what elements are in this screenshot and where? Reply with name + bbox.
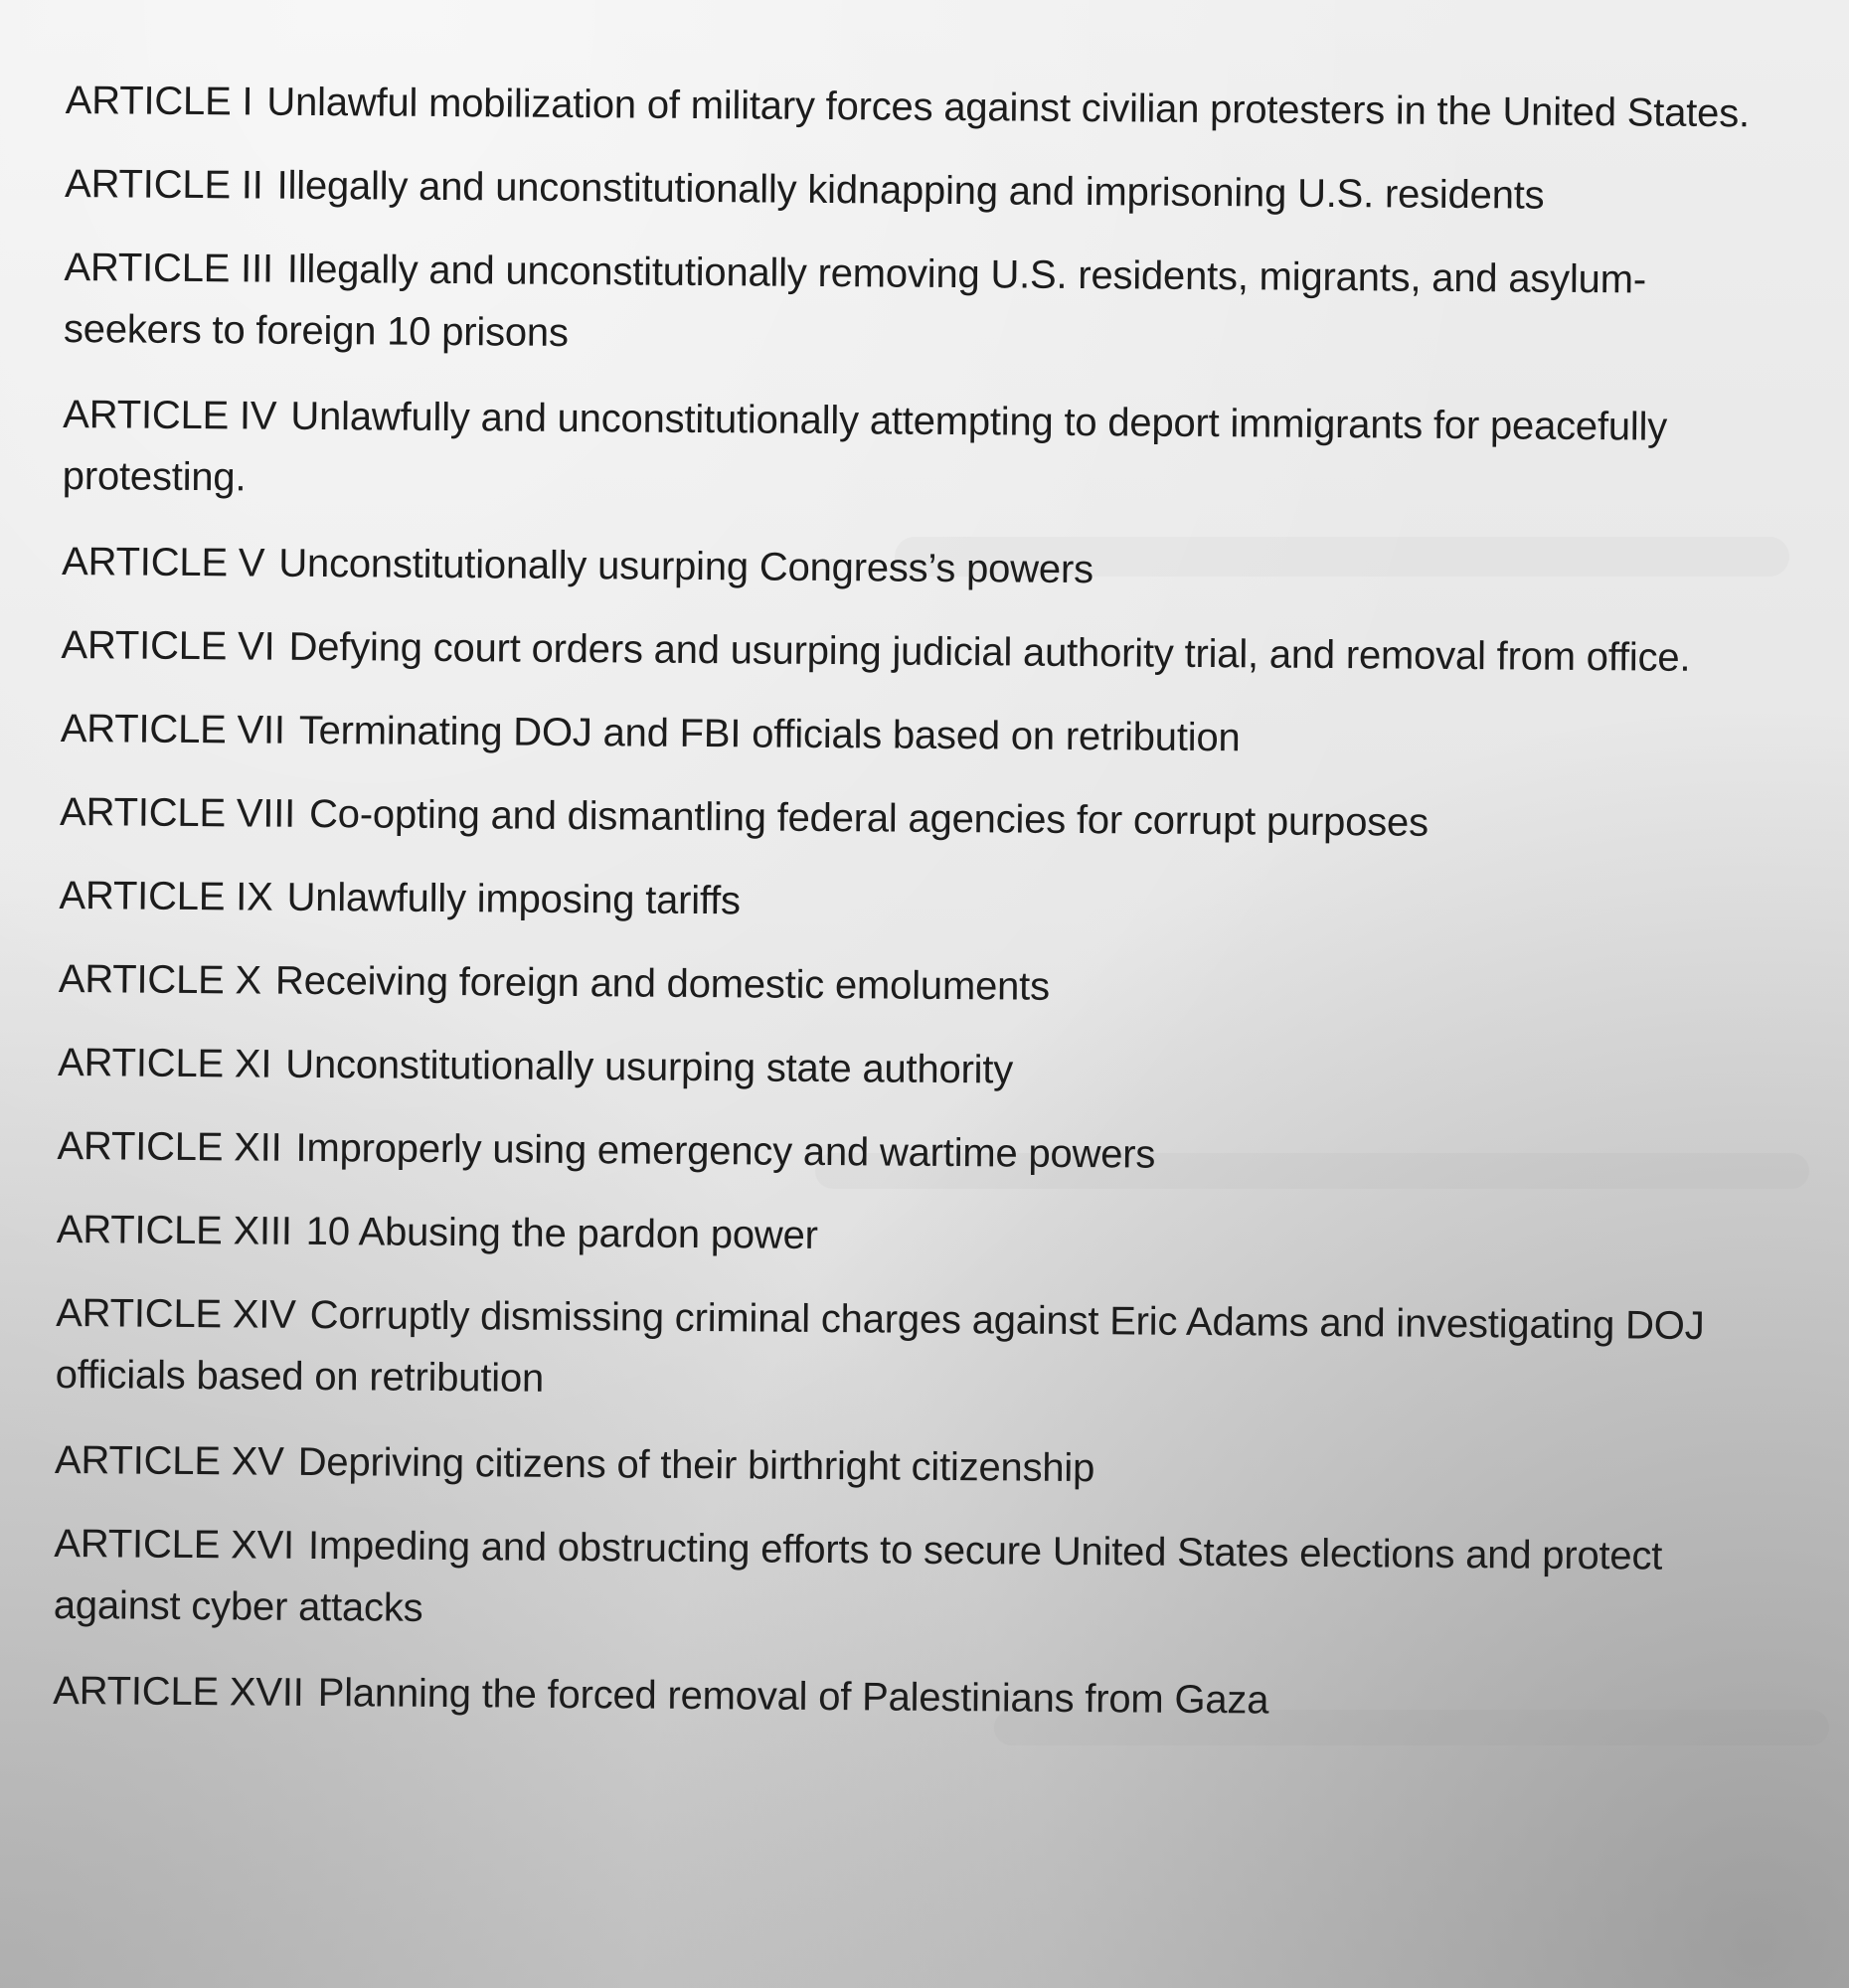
article-number: ARTICLE III — [64, 245, 274, 291]
article-number: ARTICLE VIII — [59, 789, 296, 836]
article-number: ARTICLE XIV — [56, 1290, 296, 1337]
article-16 — [54, 1513, 1765, 1650]
article-number: ARTICLE XVI — [54, 1521, 295, 1568]
article-number: ARTICLE VI — [61, 622, 275, 669]
article-11 — [58, 1032, 1817, 1107]
article-5 — [62, 531, 1821, 606]
article-number: ARTICLE XIII — [56, 1207, 292, 1253]
article-text: Receiving foreign and domestic emoluments — [274, 958, 1051, 1009]
article-number: ARTICLE XVII — [53, 1668, 304, 1715]
article-10 — [59, 948, 1818, 1024]
article-number: ARTICLE IV — [63, 392, 277, 438]
article-8 — [60, 781, 1819, 857]
article-number: ARTICLE I — [65, 78, 253, 124]
article-text: Impeding and obstructing efforts to secure United States elections and protect against cyber attacks — [53, 1523, 1663, 1630]
article-text: Depriving citizens of their birthright citizenship — [297, 1439, 1095, 1491]
article-text: 10 Abusing the pardon power — [305, 1209, 818, 1257]
article-number: ARTICLE II — [64, 161, 263, 208]
article-text: Unlawfully and unconstitutionally attempting to deport immigrants for peacefully protesting. — [62, 394, 1668, 500]
article-text: Terminating DOJ and FBI officials based on retribution — [298, 708, 1241, 760]
article-text: Unlawfully imposing tariffs — [286, 875, 742, 923]
article-13 — [57, 1199, 1816, 1274]
article-3 — [64, 237, 1715, 373]
article-6 — [61, 614, 1820, 690]
article-text: Illegally and unconstitutionally kidnapping and imprisoning U.S. residents — [276, 163, 1545, 218]
article-text: Planning the forced removal of Palestinians from Gaza — [317, 1671, 1269, 1723]
article-text: Corruptly dismissing criminal charges against Eric Adams and investigating DOJ officials based on retribution — [55, 1292, 1705, 1401]
article-text: Unconstitutionally usurping state authority — [285, 1042, 1014, 1092]
article-9 — [59, 865, 1818, 940]
article-number: ARTICLE XV — [54, 1437, 284, 1484]
article-15 — [55, 1429, 1814, 1505]
article-number: ARTICLE X — [58, 956, 262, 1003]
article-14 — [55, 1282, 1756, 1418]
article-4 — [63, 384, 1793, 521]
article-number: ARTICLE XII — [57, 1123, 282, 1170]
article-text: Defying court orders and usurping judicial authority trial, and removal from office. — [288, 624, 1691, 680]
article-7 — [61, 698, 1820, 773]
article-2 — [65, 153, 1824, 229]
article-number: ARTICLE IX — [59, 873, 273, 919]
article-text: Co-opting and dismantling federal agencies for corrupt purposes — [308, 791, 1429, 845]
article-17 — [53, 1660, 1812, 1736]
article-text: Improperly using emergency and wartime powers — [295, 1125, 1156, 1177]
article-1 — [66, 70, 1825, 145]
article-number: ARTICLE XI — [57, 1040, 272, 1086]
article-text: Illegally and unconstitutionally removing U.S. residents, migrants, and asylum-seekers to foreign 10 prisons — [63, 247, 1647, 355]
article-number: ARTICLE V — [61, 539, 265, 585]
articles-list — [53, 70, 1825, 1736]
article-12 — [57, 1115, 1816, 1191]
article-text: Unlawful mobilization of military forces against civilian protesters in the United States. — [266, 80, 1751, 136]
article-number: ARTICLE VII — [60, 706, 285, 752]
article-text: Unconstitutionally usurping Congress’s powers — [278, 541, 1094, 592]
